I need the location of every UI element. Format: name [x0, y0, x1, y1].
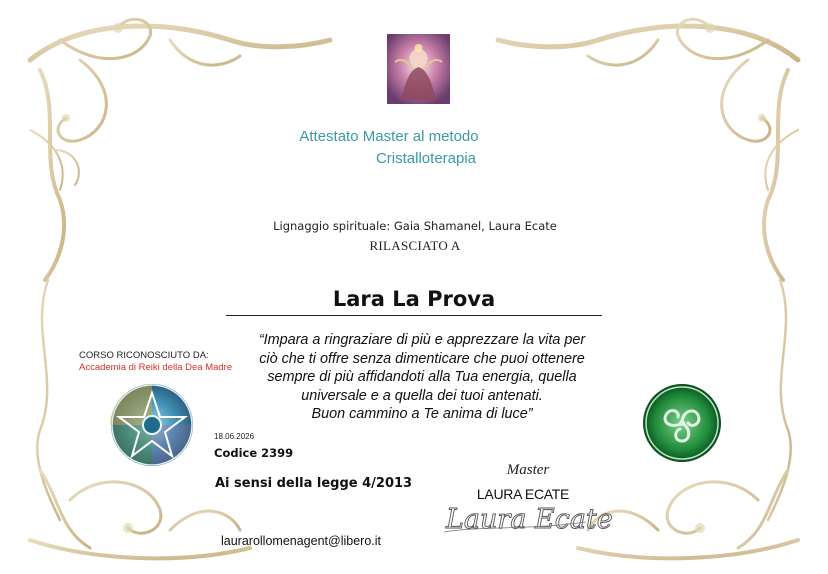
certificate-title	[230, 126, 600, 170]
quote-line: universale e a quella dei tuoi antenati.	[301, 387, 543, 404]
pentagram-tree-seal	[110, 383, 194, 467]
celtic-triskele-seal	[642, 383, 722, 463]
certificate-code: Codice 2399	[214, 446, 294, 460]
quote	[236, 331, 608, 424]
goddess-figure-image	[387, 34, 450, 104]
spiritual-lineage: Lignaggio spirituale: Gaia Shamanel, Laura Ecate	[273, 219, 557, 233]
law-reference: Ai sensi della legge 4/2013	[215, 476, 413, 491]
name-underline	[226, 315, 602, 316]
title-line-2: Cristalloterapia	[375, 150, 477, 167]
master-label: Master	[506, 462, 550, 478]
academy-name: Accademia di Reiki della Dea Madre	[79, 362, 233, 373]
quote-line: “Impara a ringraziare di più e apprezzare la vita per	[258, 332, 586, 348]
quote-line: Buon cammino a Te anima di luce”	[311, 406, 533, 423]
recipient-name: Lara La Prova	[332, 287, 496, 311]
contact-email: laurarollomenagent@libero.it	[221, 534, 381, 548]
master-name: LAURA ECATE	[476, 486, 570, 502]
issued-to-label: RILASCIATO A	[369, 238, 461, 253]
signature	[440, 492, 613, 536]
quote-line: ciò che ti offre senza dimenticare che puoi ottenere	[259, 350, 585, 367]
signature-text: Laura Ecate	[446, 504, 613, 535]
quote-line: sempre di più affidandoti alla Tua energia, quella	[267, 369, 577, 386]
issue-date: 18.06.2026	[214, 432, 255, 441]
course-recognized-label: CORSO RICONOSCIUTO DA:	[79, 350, 209, 361]
title-line-1: Attestato Master al metodo	[299, 128, 479, 145]
